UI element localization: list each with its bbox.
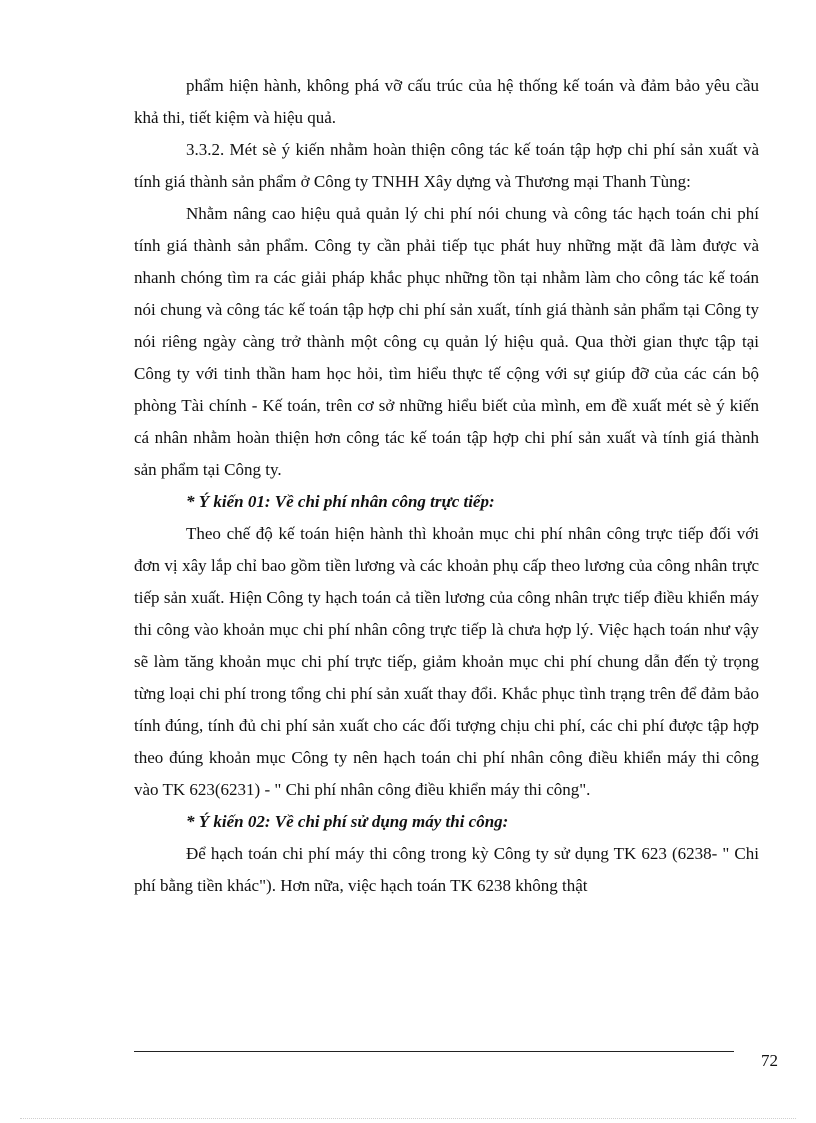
page-bottom-border [20, 1118, 796, 1119]
opinion-01-heading: * Ý kiến 01: Về chi phí nhân công trực tiếp: [186, 492, 495, 511]
paragraph-machine-cost: Để hạch toán chi phí máy thi công trong kỳ Công ty sử dụng TK 623 (6238- " Chi phí bằng tiền khác"). Hơn nữa, việc hạch toán TK 6238 không thật [134, 844, 759, 895]
paragraph-1: phẩm hiện hành, không phá vỡ cấu trúc của hệ thống kế toán và đảm bảo yêu cầu khả thi, tiết kiệm và hiệu quả. [134, 76, 759, 127]
footer-divider [134, 1051, 734, 1052]
page-number: 72 [761, 1051, 778, 1070]
body-text [134, 70, 759, 902]
opinion-02-heading: * Ý kiến 02: Về chi phí sử dụng máy thi công: [186, 812, 509, 831]
paragraph-intro: Nhằm nâng cao hiệu quả quản lý chi phí nói chung và công tác hạch toán chi phí tính giá thành sản phẩm. Công ty cần phải tiếp tục phát huy những mặt đã làm được và nhanh chóng tìm ra các giải pháp khắc phục những tồn tại nhằm làm cho công tác kế toán nói chung và công tác kế toán tập hợp chi phí sản xuất, tính giá thành sản phẩm tại Công ty nói riêng ngày càng trở thành một công cụ quản lý hiệu quả. Qua thời gian thực tập tại Công ty với tinh thần ham học hỏi, tìm hiểu thực tế cộng với sự giúp đỡ của các cán bộ phòng Tài chính - Kế toán, trên cơ sở những hiểu biết của mình, em đề xuất mét sè ý kiến cá nhân nhằm hoàn thiện hơn công tác kế toán tập hợp chi phí sản xuất và tính giá thành sản phẩm tại Công ty. [134, 204, 759, 479]
section-heading-3-3-2: 3.3.2. Mét sè ý kiến nhằm hoàn thiện công tác kế toán tập hợp chi phí sản xuất và tính giá thành sản phẩm ở Công ty TNHH Xây dựng và Thương mại Thanh Tùng: [134, 140, 759, 191]
paragraph-labor-cost: Theo chế độ kế toán hiện hành thì khoản mục chi phí nhân công trực tiếp đối với đơn vị xây lắp chỉ bao gồm tiền lương và các khoản phụ cấp theo lương của công nhân trực tiếp sản xuất. Hiện Công ty hạch toán cả tiền lương của công nhân trực tiếp điều khiển máy thi công vào khoản mục chi phí nhân công trực tiếp là chưa hợp lý. Việc hạch toán như vậy sẽ làm tăng khoản mục chi phí trực tiếp, giảm khoản mục chi phí chung dẫn đến tỷ trọng từng loại chi phí trong tổng chi phí sản xuất thay đổi. Khắc phục tình trạng trên để đảm bảo tính đúng, tính đủ chi phí sản xuất cho các đối tượng chịu chi phí, các chi phí được tập hợp theo đúng khoản mục Công ty nên hạch toán chi phí nhân công điều khiển máy thi công vào TK 623(6231) - " Chi phí nhân công điều khiển máy thi công". [134, 524, 759, 799]
